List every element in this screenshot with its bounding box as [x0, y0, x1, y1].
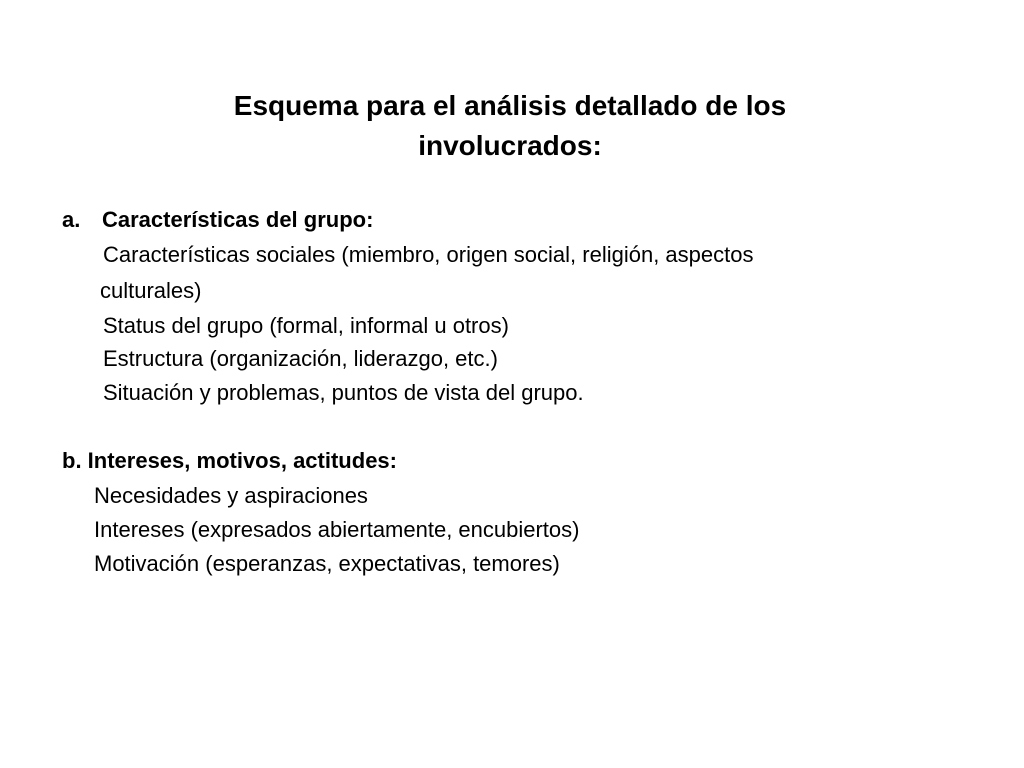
slide-title	[150, 86, 870, 166]
section-a-marker: a.	[62, 207, 81, 232]
section-b-heading: b. Intereses, motivos, actitudes:	[62, 448, 397, 473]
slide-title-line-1: Esquema para el análisis detallado de los	[233, 90, 787, 121]
slide-title-line-2: involucrados:	[418, 130, 602, 161]
section-b-item-2: Intereses (expresados abiertamente, encubiertos)	[94, 517, 580, 542]
section-b-item-1: Necesidades y aspiraciones	[94, 483, 368, 508]
section-a-item-1: Características sociales (miembro, origen social, religión, aspectos	[103, 242, 754, 267]
section-a-heading-text: Características del grupo:	[102, 207, 374, 232]
section-a-heading	[62, 205, 373, 235]
section-a-item-4: Situación y problemas, puntos de vista del grupo.	[103, 380, 584, 405]
section-a-item-3: Estructura (organización, liderazgo, etc.)	[103, 346, 498, 371]
section-a-item-2: Status del grupo (formal, informal u otros)	[103, 313, 509, 338]
section-b-item-3: Motivación (esperanzas, expectativas, temores)	[94, 551, 560, 576]
section-a-item-1-continued: culturales)	[100, 278, 202, 303]
